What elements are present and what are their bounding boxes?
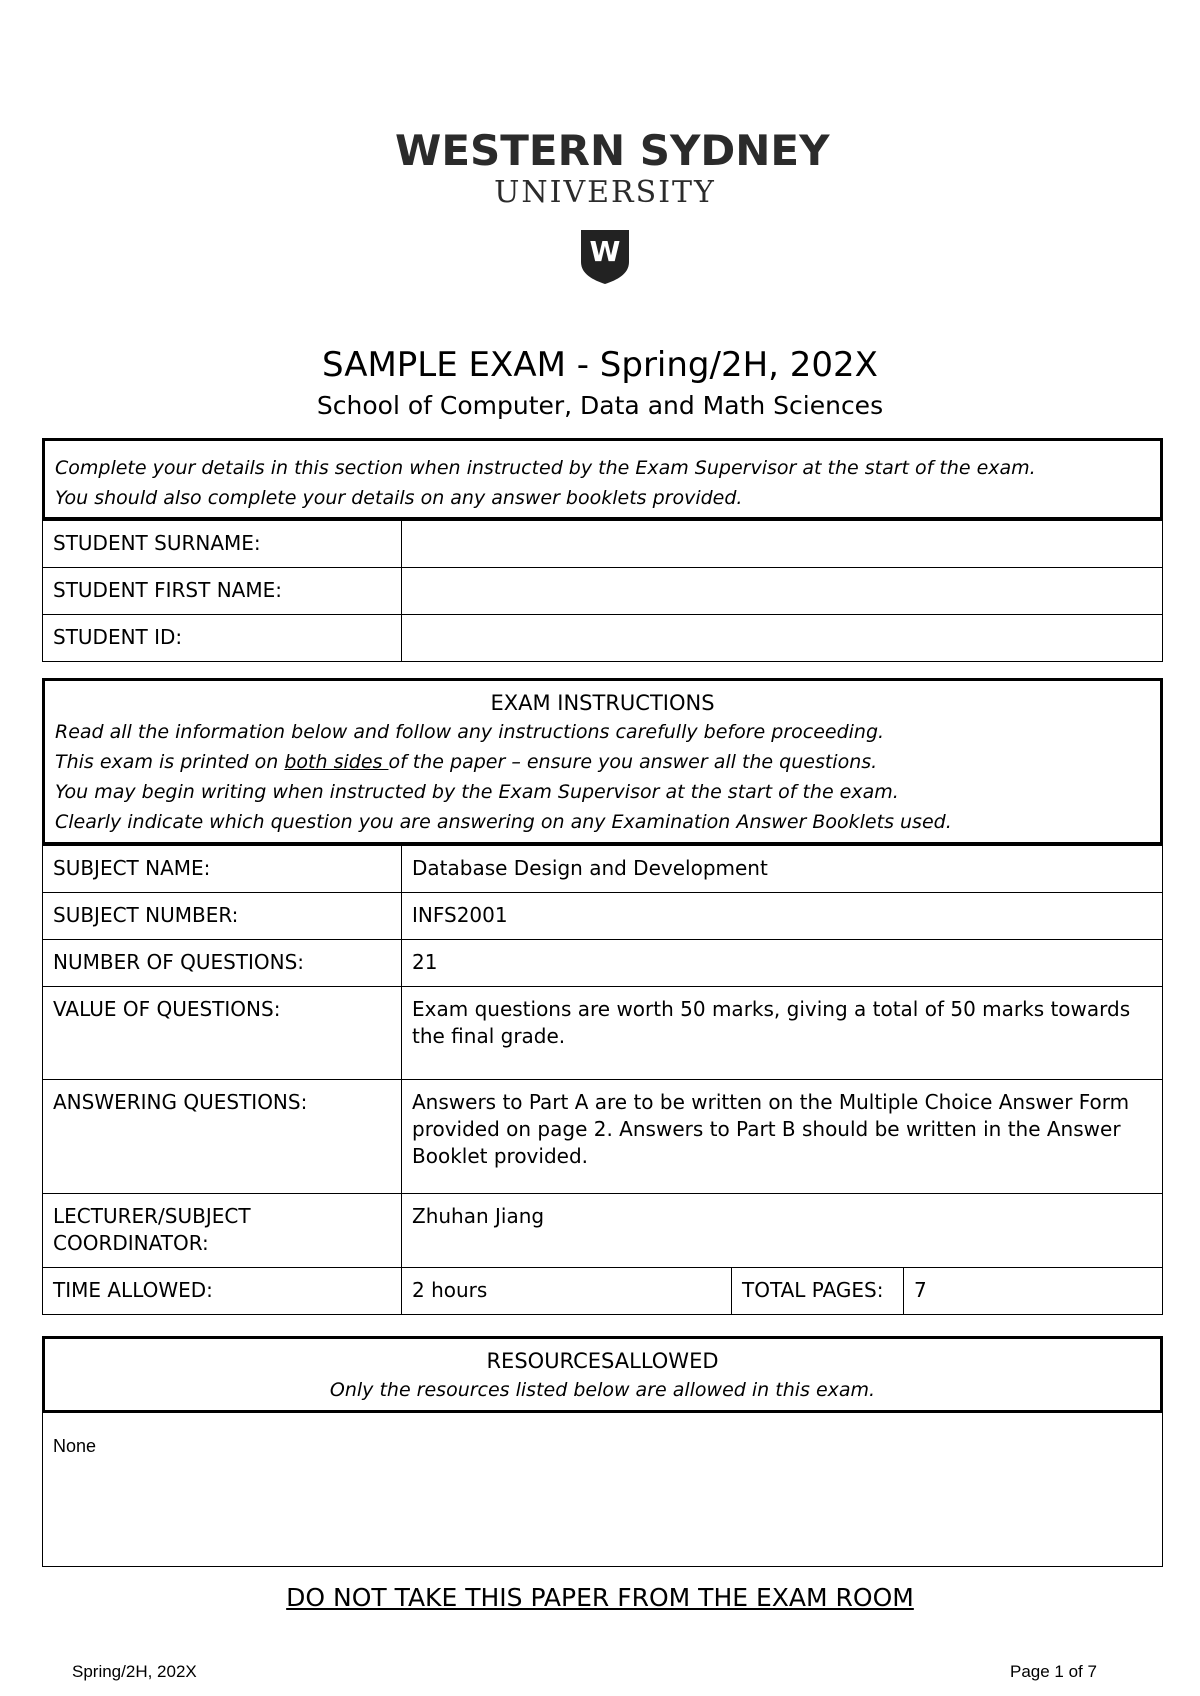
resources-note: Only the resources listed below are allowed in this exam. bbox=[329, 1379, 876, 1401]
time-allowed-value: 2 hours bbox=[401, 1267, 732, 1315]
details-note-line1: Complete your details in this section when instructed by the Exam Supervisor at the start of the exam. bbox=[55, 457, 1036, 479]
value-value: Exam questions are worth 50 marks, giving a total of 50 marks towards the final grade. bbox=[401, 986, 1163, 1080]
footer-page-number: Page 1 of 7 bbox=[1010, 1662, 1097, 1681]
lecturer-value: Zhuhan Jiang bbox=[401, 1193, 1163, 1268]
answering-label: ANSWERING QUESTIONS: bbox=[42, 1079, 402, 1194]
details-note-line2: You should also complete your details on any answer booklets provided. bbox=[55, 487, 743, 509]
resources-heading: RESOURCESALLOWED bbox=[486, 1349, 719, 1373]
instructions-line3: You may begin writing when instructed by the Exam Supervisor at the start of the exam. bbox=[55, 781, 899, 803]
surname-field[interactable] bbox=[401, 520, 1163, 568]
subject-number-value: INFS2001 bbox=[401, 892, 1163, 940]
subject-name-label: SUBJECT NAME: bbox=[42, 845, 402, 893]
exam-title: SAMPLE EXAM - Spring/2H, 202X bbox=[322, 345, 878, 385]
num-questions-label: NUMBER OF QUESTIONS: bbox=[42, 939, 402, 987]
footer-semester: Spring/2H, 202X bbox=[72, 1662, 197, 1681]
instructions-box bbox=[42, 678, 1163, 845]
exam-room-warning: DO NOT TAKE THIS PAPER FROM THE EXAM ROOM bbox=[286, 1583, 914, 1612]
shield-letter: W bbox=[589, 235, 621, 268]
instructions-line4: Clearly indicate which question you are answering on any Examination Answer Booklets used. bbox=[55, 811, 952, 833]
both-sides-emphasis: both sides bbox=[284, 751, 389, 773]
lecturer-label: LECTURER/SUBJECT COORDINATOR: bbox=[42, 1193, 402, 1268]
school-name: School of Computer, Data and Math Sciences bbox=[316, 391, 884, 420]
num-questions-value: 21 bbox=[401, 939, 1163, 987]
total-pages-value: 7 bbox=[903, 1267, 1163, 1315]
surname-label: STUDENT SURNAME: bbox=[42, 520, 402, 568]
student-id-field[interactable] bbox=[401, 614, 1163, 662]
instructions-line1: Read all the information below and follow any instructions carefully before proceeding. bbox=[55, 721, 885, 743]
time-allowed-label: TIME ALLOWED: bbox=[42, 1267, 402, 1315]
first-name-field[interactable] bbox=[401, 567, 1163, 615]
logo-line1: WESTERN SYDNEY bbox=[395, 126, 830, 175]
logo-line2: UNIVERSITY bbox=[494, 175, 716, 210]
instructions-line2: This exam is printed on both sides of the paper – ensure you answer all the questions. bbox=[55, 751, 878, 773]
instructions-heading: EXAM INSTRUCTIONS bbox=[490, 691, 715, 715]
first-name-label: STUDENT FIRST NAME: bbox=[42, 567, 402, 615]
university-logo bbox=[395, 126, 830, 318]
value-label: VALUE OF QUESTIONS: bbox=[42, 986, 402, 1080]
total-pages-label: TOTAL PAGES: bbox=[731, 1267, 904, 1315]
shield-icon bbox=[579, 228, 631, 286]
subject-name-value: Database Design and Development bbox=[401, 845, 1163, 893]
resources-content: None bbox=[42, 1412, 1163, 1567]
details-note-box bbox=[42, 438, 1163, 520]
student-id-label: STUDENT ID: bbox=[42, 614, 402, 662]
resources-box bbox=[42, 1336, 1163, 1413]
subject-number-label: SUBJECT NUMBER: bbox=[42, 892, 402, 940]
answering-value: Answers to Part A are to be written on the Multiple Choice Answer Form provided on page 2. Answers to Part B should be written in the Answer Booklet provided. bbox=[401, 1079, 1163, 1194]
